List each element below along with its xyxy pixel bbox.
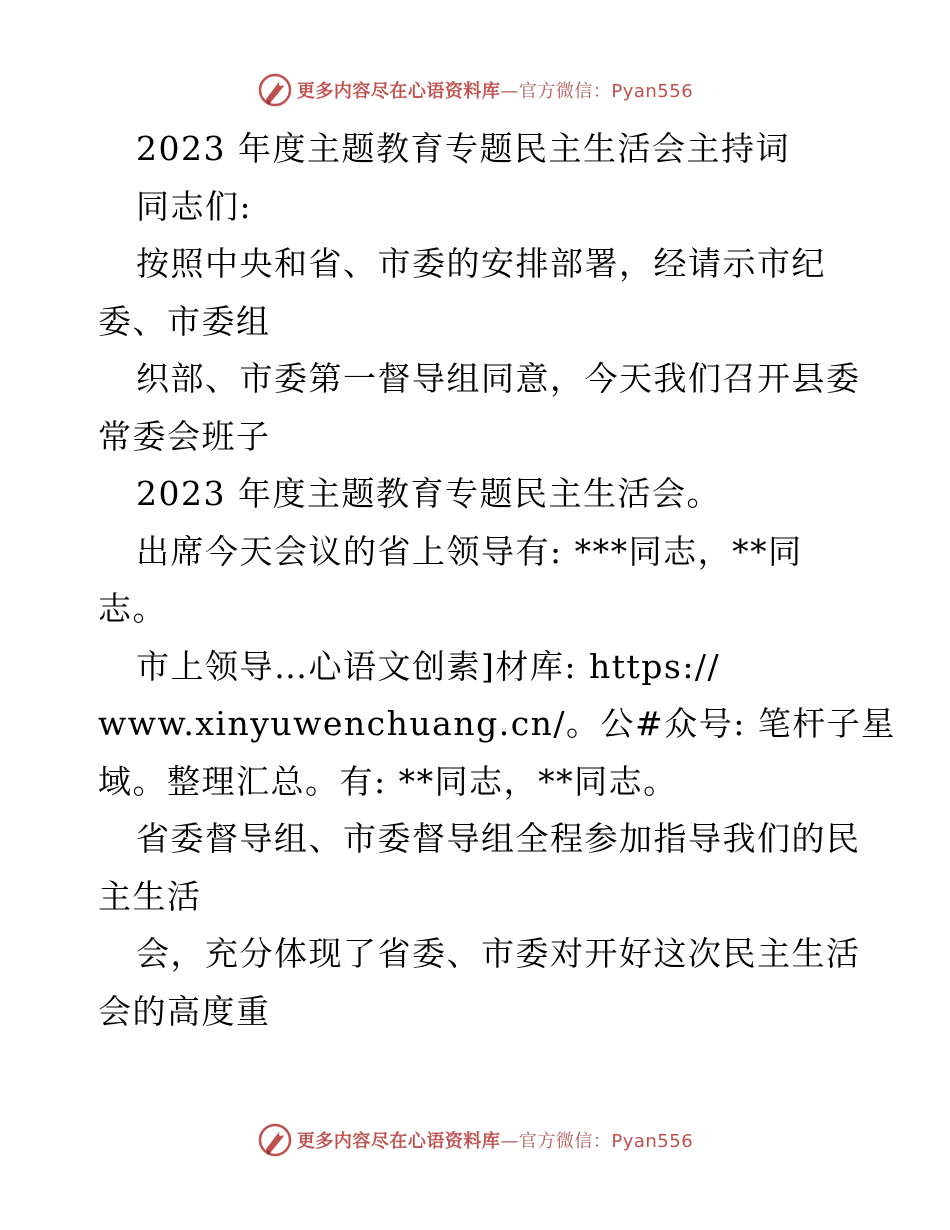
banner-wechat-label: 官方微信： [518, 1131, 612, 1152]
text-line: 2023 年度主题教育专题民主生活会。 [136, 474, 721, 513]
text-line: 织部、市委第一督导组同意，今天我们召开县委 [136, 359, 861, 398]
text-line: 市上领导…心语文创素]材库: https:// [136, 646, 721, 686]
pen-logo-icon [257, 1122, 293, 1158]
text-line: 会的高度重 [98, 991, 271, 1031]
text-line: 2023 年度主题教育专题民主生活会主持词 [136, 129, 790, 168]
banner-main-text: 更多内容尽在心语资料库 [296, 81, 501, 102]
text-line: 出席今天会议的省上领导有: ***同志，**同 [136, 531, 803, 571]
banner-wechat-id: Pyan556 [611, 81, 694, 102]
text-line: 会，充分体现了省委、市委对开好这次民主生活 [136, 934, 861, 973]
text-line: 常委会班子 [98, 416, 271, 456]
banner-separator: — [500, 1131, 519, 1152]
header-banner [0, 70, 950, 110]
text-line: 省委督导组、市委督导组全程参加指导我们的民 [136, 819, 861, 858]
pen-logo-icon [257, 72, 293, 108]
banner-text [297, 77, 693, 103]
banner-text [297, 1127, 693, 1153]
text-line: 志。 [98, 589, 167, 628]
banner-separator: — [500, 81, 519, 102]
text-line: 主生活 [98, 876, 202, 916]
banner-wechat-label: 官方微信： [518, 81, 612, 102]
text-line: 同志们: [136, 186, 253, 226]
document-body [98, 120, 896, 1040]
banner-main-text: 更多内容尽在心语资料库 [296, 1131, 501, 1152]
text-line: 按照中央和省、市委的安排部署，经请示市纪 [136, 244, 826, 283]
text-line: 委、市委组 [98, 301, 271, 341]
footer-banner [0, 1120, 950, 1160]
text-line: www.xinyuwenchuang.cn/。公#众号: 笔杆子星 [98, 704, 896, 743]
text-line: 域。整理汇总。有: **同志，**同志。 [98, 761, 678, 801]
banner-wechat-id: Pyan556 [611, 1131, 694, 1152]
